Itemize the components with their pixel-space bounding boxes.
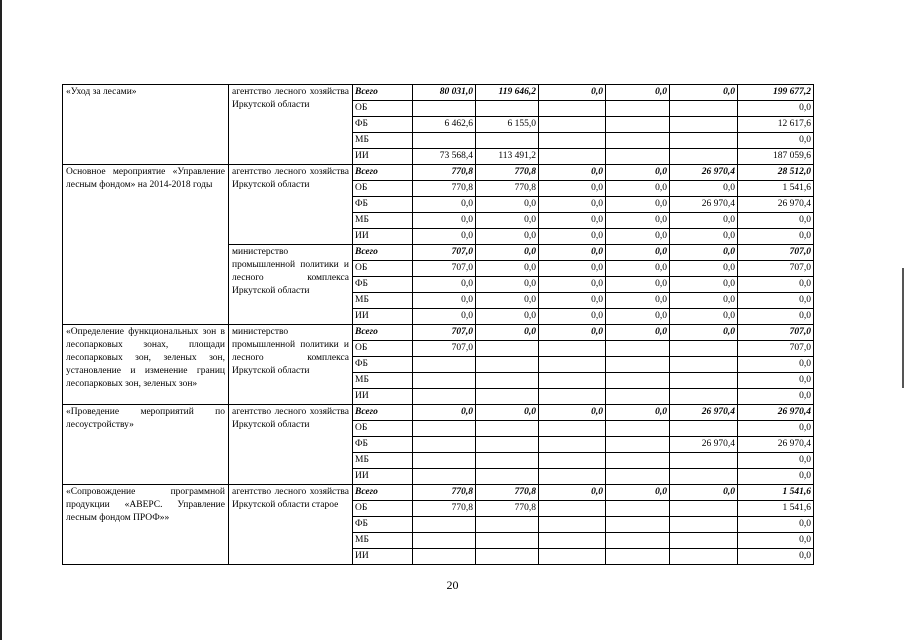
amount-cell: 26 970,4 bbox=[670, 165, 738, 181]
amount-cell: 0,0 bbox=[413, 405, 476, 421]
amount-cell bbox=[670, 421, 738, 437]
amount-cell: 113 491,2 bbox=[476, 149, 539, 165]
amount-cell: 0,0 bbox=[413, 277, 476, 293]
amount-cell bbox=[413, 533, 476, 549]
amount-cell bbox=[606, 533, 670, 549]
amount-cell: 0,0 bbox=[539, 213, 606, 229]
amount-cell bbox=[476, 517, 539, 533]
amount-cell: 0,0 bbox=[606, 245, 670, 261]
amount-cell: 73 568,4 bbox=[413, 149, 476, 165]
funding-source-cell: ИИ bbox=[353, 549, 413, 565]
executor-cell: агентство лесного хозяйства Иркутской области bbox=[229, 405, 353, 485]
row-total-cell: 0,0 bbox=[738, 373, 814, 389]
funding-source-cell: ФБ bbox=[353, 437, 413, 453]
row-total-cell: 1 541,6 bbox=[738, 181, 814, 197]
activity-name-cell: «Проведение мероприятий по лесоустройству» bbox=[63, 405, 229, 485]
amount-cell: 0,0 bbox=[539, 277, 606, 293]
funding-source-cell: МБ bbox=[353, 373, 413, 389]
amount-cell bbox=[413, 357, 476, 373]
amount-cell: 770,8 bbox=[413, 485, 476, 501]
amount-cell: 0,0 bbox=[476, 293, 539, 309]
row-total-cell: 0,0 bbox=[738, 357, 814, 373]
funding-source-cell: ИИ bbox=[353, 469, 413, 485]
table-row bbox=[63, 165, 814, 181]
amount-cell: 0,0 bbox=[670, 309, 738, 325]
amount-cell bbox=[413, 389, 476, 405]
amount-cell: 0,0 bbox=[539, 261, 606, 277]
funding-source-cell: МБ bbox=[353, 213, 413, 229]
funding-source-cell: ОБ bbox=[353, 181, 413, 197]
amount-cell: 0,0 bbox=[539, 245, 606, 261]
amount-cell: 0,0 bbox=[413, 293, 476, 309]
amount-cell: 0,0 bbox=[476, 245, 539, 261]
amount-cell: 0,0 bbox=[670, 293, 738, 309]
amount-cell bbox=[539, 373, 606, 389]
row-total-cell: 0,0 bbox=[738, 549, 814, 565]
budget-table bbox=[62, 84, 814, 565]
amount-cell bbox=[413, 453, 476, 469]
amount-cell bbox=[606, 469, 670, 485]
row-total-cell: 0,0 bbox=[738, 389, 814, 405]
amount-cell bbox=[606, 549, 670, 565]
amount-cell bbox=[539, 421, 606, 437]
funding-source-cell: Всего bbox=[353, 325, 413, 341]
amount-cell: 0,0 bbox=[476, 213, 539, 229]
executor-cell: агентство лесного хозяйства Иркутской области bbox=[229, 165, 353, 245]
amount-cell bbox=[606, 133, 670, 149]
amount-cell bbox=[413, 421, 476, 437]
funding-source-cell: Всего bbox=[353, 85, 413, 101]
amount-cell: 0,0 bbox=[539, 85, 606, 101]
amount-cell bbox=[539, 517, 606, 533]
funding-source-cell: Всего bbox=[353, 165, 413, 181]
amount-cell bbox=[670, 469, 738, 485]
amount-cell: 707,0 bbox=[413, 325, 476, 341]
amount-cell: 770,8 bbox=[413, 181, 476, 197]
amount-cell: 0,0 bbox=[476, 309, 539, 325]
amount-cell: 0,0 bbox=[476, 405, 539, 421]
table-row bbox=[63, 485, 814, 501]
amount-cell bbox=[476, 133, 539, 149]
amount-cell bbox=[670, 133, 738, 149]
funding-source-cell: ОБ bbox=[353, 341, 413, 357]
amount-cell bbox=[606, 437, 670, 453]
amount-cell: 119 646,2 bbox=[476, 85, 539, 101]
amount-cell bbox=[670, 373, 738, 389]
amount-cell: 0,0 bbox=[606, 325, 670, 341]
row-total-cell: 12 617,6 bbox=[738, 117, 814, 133]
amount-cell: 26 970,4 bbox=[670, 197, 738, 213]
amount-cell bbox=[606, 389, 670, 405]
amount-cell: 0,0 bbox=[606, 309, 670, 325]
row-total-cell: 0,0 bbox=[738, 453, 814, 469]
amount-cell bbox=[670, 501, 738, 517]
amount-cell: 80 031,0 bbox=[413, 85, 476, 101]
amount-cell bbox=[606, 101, 670, 117]
row-total-cell: 707,0 bbox=[738, 245, 814, 261]
amount-cell: 707,0 bbox=[413, 245, 476, 261]
amount-cell bbox=[476, 437, 539, 453]
funding-source-cell: ОБ bbox=[353, 501, 413, 517]
row-total-cell: 707,0 bbox=[738, 341, 814, 357]
funding-source-cell: ФБ bbox=[353, 197, 413, 213]
amount-cell bbox=[413, 133, 476, 149]
row-total-cell: 707,0 bbox=[738, 261, 814, 277]
funding-source-cell: ФБ bbox=[353, 117, 413, 133]
activity-name-cell: «Сопровождение программной продукции «АВЕРС. Управление лесным фондом ПРОФ»» bbox=[63, 485, 229, 565]
funding-source-cell: МБ bbox=[353, 133, 413, 149]
amount-cell: 0,0 bbox=[413, 213, 476, 229]
amount-cell: 0,0 bbox=[476, 197, 539, 213]
amount-cell: 770,8 bbox=[476, 165, 539, 181]
amount-cell: 0,0 bbox=[539, 181, 606, 197]
row-total-cell: 26 970,4 bbox=[738, 437, 814, 453]
amount-cell: 770,8 bbox=[413, 501, 476, 517]
amount-cell bbox=[670, 341, 738, 357]
amount-cell bbox=[539, 117, 606, 133]
amount-cell: 0,0 bbox=[476, 277, 539, 293]
row-total-cell: 0,0 bbox=[738, 421, 814, 437]
amount-cell: 0,0 bbox=[606, 85, 670, 101]
row-total-cell: 0,0 bbox=[738, 133, 814, 149]
amount-cell: 770,8 bbox=[413, 165, 476, 181]
amount-cell: 0,0 bbox=[670, 261, 738, 277]
funding-source-cell: Всего bbox=[353, 245, 413, 261]
amount-cell: 0,0 bbox=[606, 229, 670, 245]
amount-cell: 6 155,0 bbox=[476, 117, 539, 133]
amount-cell: 0,0 bbox=[606, 197, 670, 213]
amount-cell: 707,0 bbox=[413, 261, 476, 277]
amount-cell: 6 462,6 bbox=[413, 117, 476, 133]
amount-cell bbox=[539, 501, 606, 517]
funding-source-cell: МБ bbox=[353, 453, 413, 469]
amount-cell bbox=[606, 453, 670, 469]
row-total-cell: 0,0 bbox=[738, 277, 814, 293]
budget-table-body bbox=[63, 85, 814, 565]
scan-margin-mark bbox=[902, 268, 904, 388]
amount-cell bbox=[476, 389, 539, 405]
amount-cell: 0,0 bbox=[606, 293, 670, 309]
amount-cell bbox=[606, 501, 670, 517]
amount-cell bbox=[413, 549, 476, 565]
funding-source-cell: МБ bbox=[353, 293, 413, 309]
amount-cell bbox=[670, 517, 738, 533]
amount-cell bbox=[606, 357, 670, 373]
row-total-cell: 0,0 bbox=[738, 517, 814, 533]
funding-source-cell: Всего bbox=[353, 485, 413, 501]
row-total-cell: 0,0 bbox=[738, 293, 814, 309]
amount-cell bbox=[606, 149, 670, 165]
row-total-cell: 707,0 bbox=[738, 325, 814, 341]
row-total-cell: 0,0 bbox=[738, 229, 814, 245]
row-total-cell: 26 970,4 bbox=[738, 197, 814, 213]
amount-cell bbox=[413, 373, 476, 389]
amount-cell: 0,0 bbox=[413, 197, 476, 213]
amount-cell bbox=[413, 469, 476, 485]
amount-cell: 0,0 bbox=[670, 245, 738, 261]
amount-cell: 26 970,4 bbox=[670, 437, 738, 453]
amount-cell bbox=[539, 341, 606, 357]
amount-cell: 770,8 bbox=[476, 501, 539, 517]
amount-cell: 0,0 bbox=[670, 325, 738, 341]
amount-cell bbox=[539, 357, 606, 373]
activity-name-cell: «Уход за лесами» bbox=[63, 85, 229, 165]
amount-cell: 0,0 bbox=[539, 405, 606, 421]
row-total-cell: 26 970,4 bbox=[738, 405, 814, 421]
amount-cell bbox=[670, 117, 738, 133]
amount-cell bbox=[670, 149, 738, 165]
row-total-cell: 0,0 bbox=[738, 101, 814, 117]
row-total-cell: 0,0 bbox=[738, 309, 814, 325]
amount-cell: 0,0 bbox=[670, 485, 738, 501]
executor-cell: министерство промышленной политики и лесного комплекса Иркутской области bbox=[229, 325, 353, 405]
funding-source-cell: ИИ bbox=[353, 309, 413, 325]
amount-cell: 707,0 bbox=[413, 341, 476, 357]
amount-cell: 770,8 bbox=[476, 485, 539, 501]
amount-cell: 0,0 bbox=[476, 229, 539, 245]
amount-cell: 0,0 bbox=[670, 181, 738, 197]
amount-cell bbox=[539, 437, 606, 453]
executor-cell: агентство лесного хозяйства Иркутской области старое bbox=[229, 485, 353, 565]
amount-cell bbox=[476, 101, 539, 117]
amount-cell bbox=[539, 149, 606, 165]
amount-cell: 0,0 bbox=[670, 277, 738, 293]
funding-source-cell: ФБ bbox=[353, 277, 413, 293]
amount-cell bbox=[606, 117, 670, 133]
amount-cell bbox=[539, 453, 606, 469]
page-number: 20 bbox=[446, 578, 459, 592]
amount-cell bbox=[413, 101, 476, 117]
amount-cell: 0,0 bbox=[670, 85, 738, 101]
amount-cell bbox=[670, 101, 738, 117]
amount-cell bbox=[606, 341, 670, 357]
amount-cell bbox=[539, 549, 606, 565]
funding-source-cell: ОБ bbox=[353, 261, 413, 277]
amount-cell bbox=[476, 341, 539, 357]
amount-cell: 0,0 bbox=[539, 197, 606, 213]
amount-cell bbox=[413, 517, 476, 533]
amount-cell bbox=[476, 373, 539, 389]
row-total-cell: 0,0 bbox=[738, 213, 814, 229]
amount-cell bbox=[670, 357, 738, 373]
row-total-cell: 0,0 bbox=[738, 469, 814, 485]
amount-cell: 0,0 bbox=[476, 261, 539, 277]
amount-cell bbox=[476, 357, 539, 373]
funding-source-cell: ФБ bbox=[353, 517, 413, 533]
amount-cell bbox=[539, 469, 606, 485]
amount-cell: 0,0 bbox=[413, 229, 476, 245]
amount-cell: 26 970,4 bbox=[670, 405, 738, 421]
amount-cell bbox=[476, 421, 539, 437]
funding-source-cell: ИИ bbox=[353, 389, 413, 405]
funding-source-cell: ОБ bbox=[353, 101, 413, 117]
amount-cell bbox=[670, 549, 738, 565]
funding-source-cell: ИИ bbox=[353, 229, 413, 245]
executor-cell: агентство лесного хозяйства Иркутской области bbox=[229, 85, 353, 165]
row-total-cell: 1 541,6 bbox=[738, 485, 814, 501]
amount-cell: 0,0 bbox=[606, 261, 670, 277]
amount-cell: 0,0 bbox=[539, 485, 606, 501]
amount-cell: 0,0 bbox=[606, 485, 670, 501]
amount-cell: 0,0 bbox=[606, 165, 670, 181]
row-total-cell: 28 512,0 bbox=[738, 165, 814, 181]
table-row bbox=[63, 325, 814, 341]
amount-cell bbox=[670, 533, 738, 549]
amount-cell: 0,0 bbox=[606, 213, 670, 229]
amount-cell bbox=[539, 133, 606, 149]
row-total-cell: 187 059,6 bbox=[738, 149, 814, 165]
amount-cell bbox=[606, 421, 670, 437]
amount-cell bbox=[476, 549, 539, 565]
row-total-cell: 199 677,2 bbox=[738, 85, 814, 101]
amount-cell: 0,0 bbox=[539, 165, 606, 181]
amount-cell: 0,0 bbox=[670, 229, 738, 245]
table-row bbox=[63, 85, 814, 101]
page-edge-shadow bbox=[0, 0, 2, 640]
amount-cell bbox=[476, 533, 539, 549]
amount-cell: 0,0 bbox=[539, 229, 606, 245]
funding-source-cell: МБ bbox=[353, 533, 413, 549]
amount-cell: 0,0 bbox=[606, 277, 670, 293]
amount-cell bbox=[670, 389, 738, 405]
amount-cell: 0,0 bbox=[606, 405, 670, 421]
amount-cell: 0,0 bbox=[539, 293, 606, 309]
amount-cell: 0,0 bbox=[539, 309, 606, 325]
amount-cell: 0,0 bbox=[413, 309, 476, 325]
amount-cell: 0,0 bbox=[606, 181, 670, 197]
funding-source-cell: Всего bbox=[353, 405, 413, 421]
amount-cell: 0,0 bbox=[670, 213, 738, 229]
amount-cell: 0,0 bbox=[539, 325, 606, 341]
amount-cell bbox=[539, 389, 606, 405]
table-row bbox=[63, 405, 814, 421]
funding-source-cell: ИИ bbox=[353, 149, 413, 165]
amount-cell bbox=[606, 517, 670, 533]
activity-name-cell: «Определение функциональных зон в лесопарковых зонах, площади лесопарковых зон, зеленых зон, установление и изменение границ лесопарковых зон, зеленых зон» bbox=[63, 325, 229, 405]
funding-source-cell: ФБ bbox=[353, 357, 413, 373]
amount-cell bbox=[606, 373, 670, 389]
funding-source-cell: ОБ bbox=[353, 421, 413, 437]
row-total-cell: 1 541,6 bbox=[738, 501, 814, 517]
amount-cell bbox=[539, 101, 606, 117]
amount-cell bbox=[476, 453, 539, 469]
amount-cell bbox=[670, 453, 738, 469]
amount-cell: 0,0 bbox=[476, 325, 539, 341]
amount-cell bbox=[413, 437, 476, 453]
row-total-cell: 0,0 bbox=[738, 533, 814, 549]
amount-cell bbox=[539, 533, 606, 549]
executor-cell: министерство промышленной политики и лесного комплекса Иркутской области bbox=[229, 245, 353, 325]
amount-cell bbox=[476, 469, 539, 485]
activity-name-cell: Основное мероприятие «Управление лесным фондом» на 2014-2018 годы bbox=[63, 165, 229, 325]
amount-cell: 770,8 bbox=[476, 181, 539, 197]
